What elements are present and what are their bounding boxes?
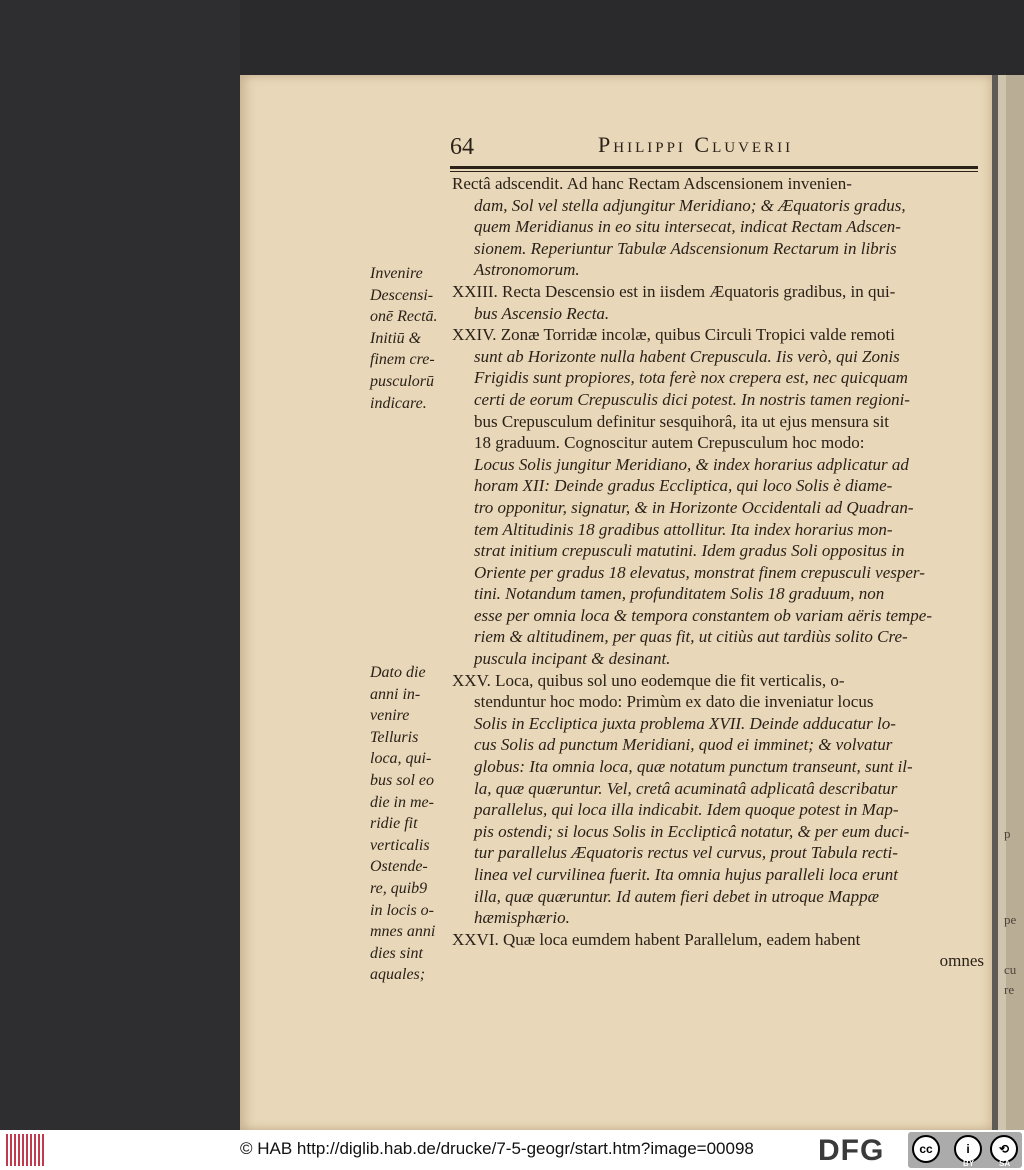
text-line: Locus Solis jungitur Meridiano, & index horarius adplicatur ad <box>474 454 909 474</box>
text-line: hæmisphærio. <box>474 908 570 928</box>
text-line: stenduntur hoc modo: Primùm ex dato die inveniatur locus <box>474 692 874 712</box>
header-rule-thin <box>450 171 978 172</box>
margin-note: Descensi- <box>370 286 434 304</box>
text-line: bus Ascensio Recta. <box>474 303 610 323</box>
copyright-link[interactable]: © HAB http://diglib.hab.de/drucke/7-5-geogr/start.htm?image=00098 <box>240 1139 754 1158</box>
body-text <box>452 173 984 972</box>
page-header <box>450 128 980 168</box>
margin-note: anni in- <box>370 685 421 703</box>
text-line: Solis in Eccliptica juxta problema XVII. Deinde adducatur lo- <box>474 713 896 733</box>
text-line: omnes <box>939 951 984 971</box>
margin-note: Dato die <box>370 664 426 681</box>
text-line: linea vel curvilinea fuerit. Ita omnia hujus paralleli loca erunt <box>474 865 898 884</box>
margin-note: re, quib9 <box>370 880 428 897</box>
edge-mark: re <box>1004 982 1015 997</box>
text-line: sionem. Reperiuntur Tabulæ Adscensionum Rectarum in libris <box>474 238 897 258</box>
text-line: XXIII. Recta Descensio est in iisdem Æquatoris gradibus, in qui- <box>452 281 896 301</box>
margin-note: ridie fit <box>370 815 418 833</box>
text-line: la, quæ quæruntur. Vel, cretâ acuminatâ adplicatâ describatur <box>474 778 898 798</box>
text-line: bus Crepusculum definitur sesquihorâ, ita ut ejus mensura sit <box>474 411 890 431</box>
margin-note: pusculorū <box>370 373 434 390</box>
edge-mark: p <box>1004 826 1011 841</box>
text-line: tro opponitur, signatur, & in Horizonte Occidentali ad Quadran- <box>474 497 914 517</box>
margin-note: Initiū & <box>370 329 422 347</box>
text-line: quem Meridianus in eo situ intersecat, indicat Rectam Adscen- <box>474 217 901 237</box>
dfg-logo[interactable]: DFG <box>818 1134 885 1167</box>
text-line: 18 graduum. Cognoscitur autem Crepusculum hoc modo: <box>474 433 865 453</box>
margin-note: finem cre- <box>370 351 435 369</box>
text-line: esse per omnia loca & tempora constantem ob variam aëris tempe- <box>474 605 932 625</box>
viewer-footer <box>0 1130 1024 1170</box>
margin-note: loca, qui- <box>370 750 432 768</box>
text-line: certi de eorum Crepusculis dici potest. In nostris tamen regioni- <box>474 389 910 409</box>
margin-note: Invenire <box>370 265 423 282</box>
text-line: globus: Ita omnia loca, quæ notatum punctum transeunt, sunt il- <box>474 757 913 777</box>
running-title: Philippi Cluverii <box>598 132 794 157</box>
text-line: XXVI. Quæ loca eumdem habent Parallelum, eadem habent <box>452 929 861 949</box>
text-line: sunt ab Horizonte nulla habent Crepuscula. Iis verò, qui Zonis <box>474 346 900 366</box>
cc-sa-label: SA <box>999 1159 1011 1168</box>
text-line: dam, Sol vel stella adjungitur Meridiano; & Æquatoris gradus, <box>474 195 906 215</box>
text-line: illa, quæ quæruntur. Id autem fieri debet in utroque Mappæ <box>474 886 879 906</box>
text-line: cus Solis ad punctum Meridiani, quod ei imminet; & volvatur <box>474 735 893 755</box>
margin-note: indicare. <box>370 394 427 412</box>
margin-note: die in me- <box>370 793 434 811</box>
edge-mark: cu <box>1004 962 1017 977</box>
cc-icon: cc <box>912 1135 940 1163</box>
text-line: Oriente per gradus 18 elevatus, monstrat finem crepusculi vesper- <box>474 562 925 582</box>
text-line: tini. Notandum tamen, profunditatem Solis 18 graduum, non <box>474 584 885 604</box>
margin-note: mnes anni <box>370 923 436 941</box>
margin-note: in locis o- <box>370 901 434 919</box>
text-line: XXIV. Zonæ Torridæ incolæ, quibus Circuli Tropici valde remoti <box>452 325 896 345</box>
viewer-background <box>0 0 240 1130</box>
text-line: pis ostendi; si locus Solis in Ecclipticâ notatur, & per eum duci- <box>474 821 910 841</box>
attribution-icon: i <box>954 1135 982 1163</box>
text-line: Frigidis sunt propiores, tota ferè nox crepera est, nec quicquam <box>474 368 908 388</box>
text-line: tur parallelus Æquatoris rectus vel curvus, prout Tabula recti- <box>474 843 898 863</box>
text-line: riem & altitudinem, per quas fit, ut citiùs aut tardiùs solito Cre- <box>474 627 908 647</box>
margin-note: dies sint <box>370 944 423 962</box>
cc-by-label: BY <box>963 1159 975 1168</box>
margin-note: onē Rectā. <box>370 308 438 326</box>
edge-mark: pe <box>1004 912 1017 927</box>
margin-note: Ostende- <box>370 858 428 876</box>
margin-note: verticalis <box>370 836 430 854</box>
library-barcode-icon <box>6 1134 46 1166</box>
margin-note: bus sol eo <box>370 772 434 789</box>
text-line: strat initium crepusculi matutini. Idem gradus Soli oppositus in <box>474 541 905 561</box>
text-line: tem Altitudinis 18 gradibus attollitur. Ita index horarius mon- <box>474 519 893 539</box>
text-line: Astronomorum. <box>474 260 580 280</box>
text-line: parallelus, qui loca illa indicabit. Idem quoque potest in Map- <box>474 800 899 820</box>
margin-note: aquales; <box>370 966 426 984</box>
margin-note: venire <box>370 707 410 725</box>
text-line: puscula incipant & desinant. <box>474 649 671 669</box>
cc-license-badge[interactable] <box>908 1132 1022 1168</box>
share-alike-icon: ⟲ <box>990 1135 1018 1163</box>
header-rule <box>450 166 978 169</box>
text-line: horam XII: Deinde gradus Eccliptica, qui loco Solis è diame- <box>474 476 893 496</box>
text-line: Rectâ adscendit. Ad hanc Rectam Adscensionem invenien- <box>452 174 852 193</box>
margin-note: Telluris <box>370 728 419 746</box>
text-line: XXV. Loca, quibus sol uno eodemque die fit verticalis, o- <box>452 670 845 690</box>
page-number: 64 <box>450 134 474 160</box>
